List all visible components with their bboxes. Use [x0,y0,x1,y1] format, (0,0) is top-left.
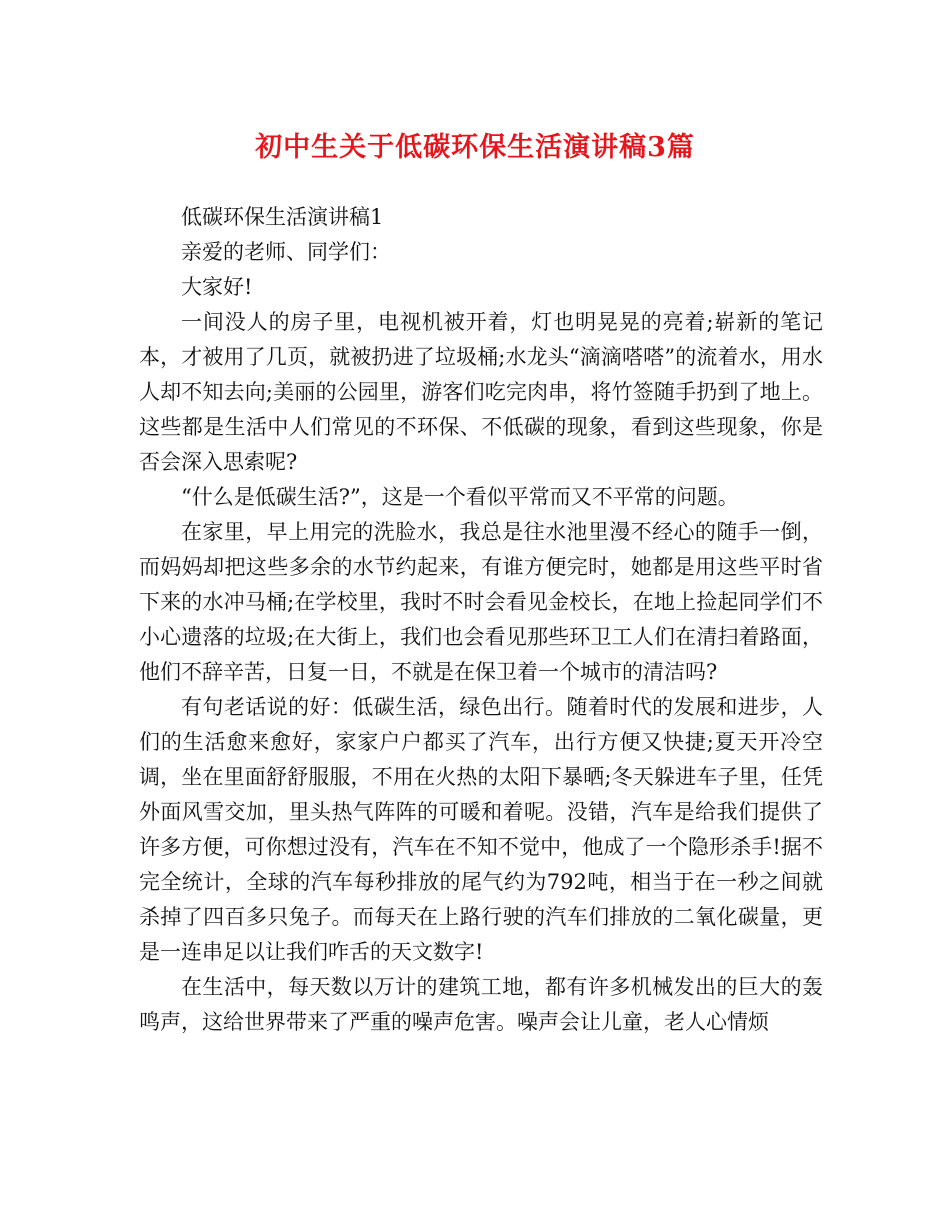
salutation: 亲爱的老师、同学们： [181,240,391,264]
document-title: 初中生关于低碳环保生活演讲稿3篇 [255,132,695,163]
paragraph: 有句老话说的好：低碳生活，绿色出行。随着时代的发展和进步，人们的生活愈来愈好，家家户户都买了汽车，出行方便又快捷;夏天开冷空调，坐在里面舒舒服服，不用在火热的太阳下暴晒;冬天躲进车子里，任凭外面风雪交加，里头热气阵阵的可暖和着呢。没错，汽车是给我们提供了许多方便，可你想过没有，汽车在不知不觉中，他成了一个隐形杀手!据不完全统计，全球的汽车每秒排放的尾气约为792吨，相当于在一秒之间就杀掉了四百多只兔子。而每天在上路行驶的汽车们排放的二氧化碳量，更是一连串足以让我们咋舌的天文数字! [139,695,823,964]
paragraph: 一间没人的房子里，电视机被开着，灯也明晃晃的亮着;崭新的笔记本，才被用了几页，就被扔进了垃圾桶;水龙头“滴滴嗒嗒”的流着水，用水人却不知去向;美丽的公园里，游客们吃完肉串，将竹签随手扔到了地上。这些都是生活中人们常见的不环保、不低碳的现象，看到这些现象，你是否会深入思索呢? [139,310,823,474]
document-body [139,200,823,1040]
greeting: 大家好! [181,275,253,299]
paragraph: “什么是低碳生活?”，这是一个看似平常而又不平常的问题。 [181,485,739,509]
paragraph: 在家里，早上用完的洗脸水，我总是往水池里漫不经心的随手一倒，而妈妈却把这些多余的水节约起来，有谁方便完时，她都是用这些平时省下来的水冲马桶;在学校里，我时不时会看见金校长，在地上捡起同学们不小心遗落的垃圾;在大街上，我们也会看见那些环卫工人们在清扫着路面，他们不辞辛苦，日复一日，不就是在保卫着一个城市的清洁吗? [139,520,823,684]
paragraph: 在生活中，每天数以万计的建筑工地，都有许多机械发出的巨大的轰鸣声，这给世界带来了严重的噪声危害。噪声会让儿童，老人心情烦 [139,975,823,1034]
section-heading: 低碳环保生活演讲稿1 [181,205,384,229]
